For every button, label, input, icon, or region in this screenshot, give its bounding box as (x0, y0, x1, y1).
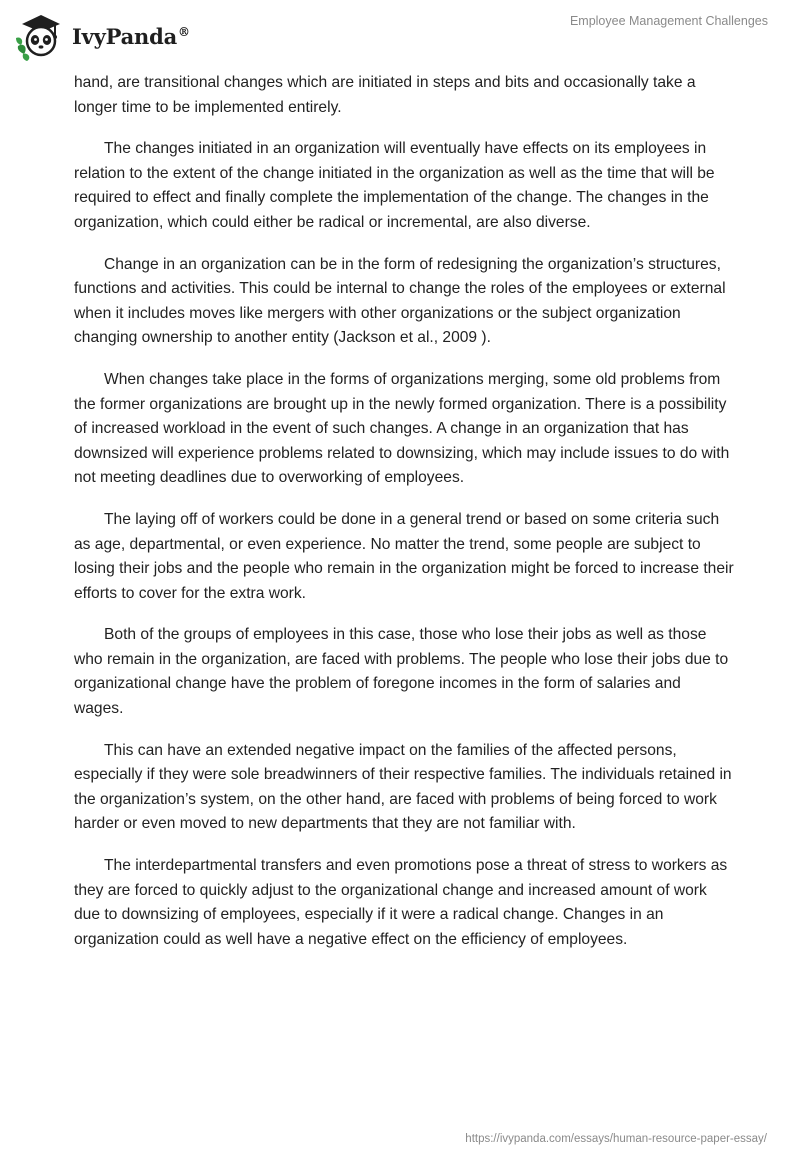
paragraph-2: The changes initiated in an organization will eventually have effects on its employees in relation to the extent of the change initiated in the organization as well as the time that will be required to effect and finally complete the implementation of the change. The changes in the organization, which could either be radical or incremental, are also diverse. (74, 140, 715, 231)
essay-body (74, 71, 734, 969)
brand-text: IvyPanda (72, 23, 178, 49)
brand-name (72, 24, 190, 49)
ivypanda-logo[interactable] (14, 8, 190, 62)
paragraph-3: Change in an organization can be in the form of redesigning the organization’s structures, functions and activities. This could be internal to change the roles of the employees or external when it includes moves like mergers with other organizations or the subject organization changing ownership to another entity (Jackson et al., 2009 ). (74, 255, 726, 347)
registered-mark: ® (178, 24, 190, 39)
paragraph-4: When changes take place in the forms of organizations merging, some old problems from the former organizations are brought up in the newly formed organization. There is a possibility of increased workload in the event of such changes. A change in an organization that has downsized will experience problems related to downsizing, which may include issues to do with not meeting deadlines due to overworking of employees. (74, 370, 730, 487)
page-header (0, 0, 800, 70)
document-title: Employee Management Challenges (569, 14, 768, 28)
paragraph-6: Both of the groups of employees in this case, those who lose their jobs as well as those who remain in the organization, are faced with problems. The people who lose their jobs due to organizational change have the problem of foregone incomes in the form of salaries and wages. (74, 626, 729, 718)
paragraph-7: This can have an extended negative impact on the families of the affected persons, especially if they were sole breadwinners of their respective families. The individuals retained in the organization’s system, on the other hand, are faced with problems of being forced to work harder or even moved to new departments that they are not familiar with. (74, 741, 732, 833)
paragraph-8: The interdepartmental transfers and even promotions pose a threat of stress to workers as they are forced to quickly adjust to the organizational change and increased amount of work due to downsizing of employees, especially if it were a radical change. Changes in an organization could as well have a negative effect on the efficiency of employees. (74, 857, 728, 948)
panda-graduate-logo-icon (14, 8, 68, 62)
paragraph-1: hand, are transitional changes which are initiated in steps and bits and occasionally take a longer time to be implemented entirely. (74, 74, 696, 116)
source-url-link[interactable]: https://ivypanda.com/essays/human-resource-paper-essay/ (465, 1133, 767, 1145)
paragraph-5: The laying off of workers could be done in a general trend or based on some criteria such as age, departmental, or even experience. No matter the trend, some people are subject to losing their jobs and the people who remain in the organization might be forced to increase their efforts to cover for the extra work. (74, 510, 734, 602)
